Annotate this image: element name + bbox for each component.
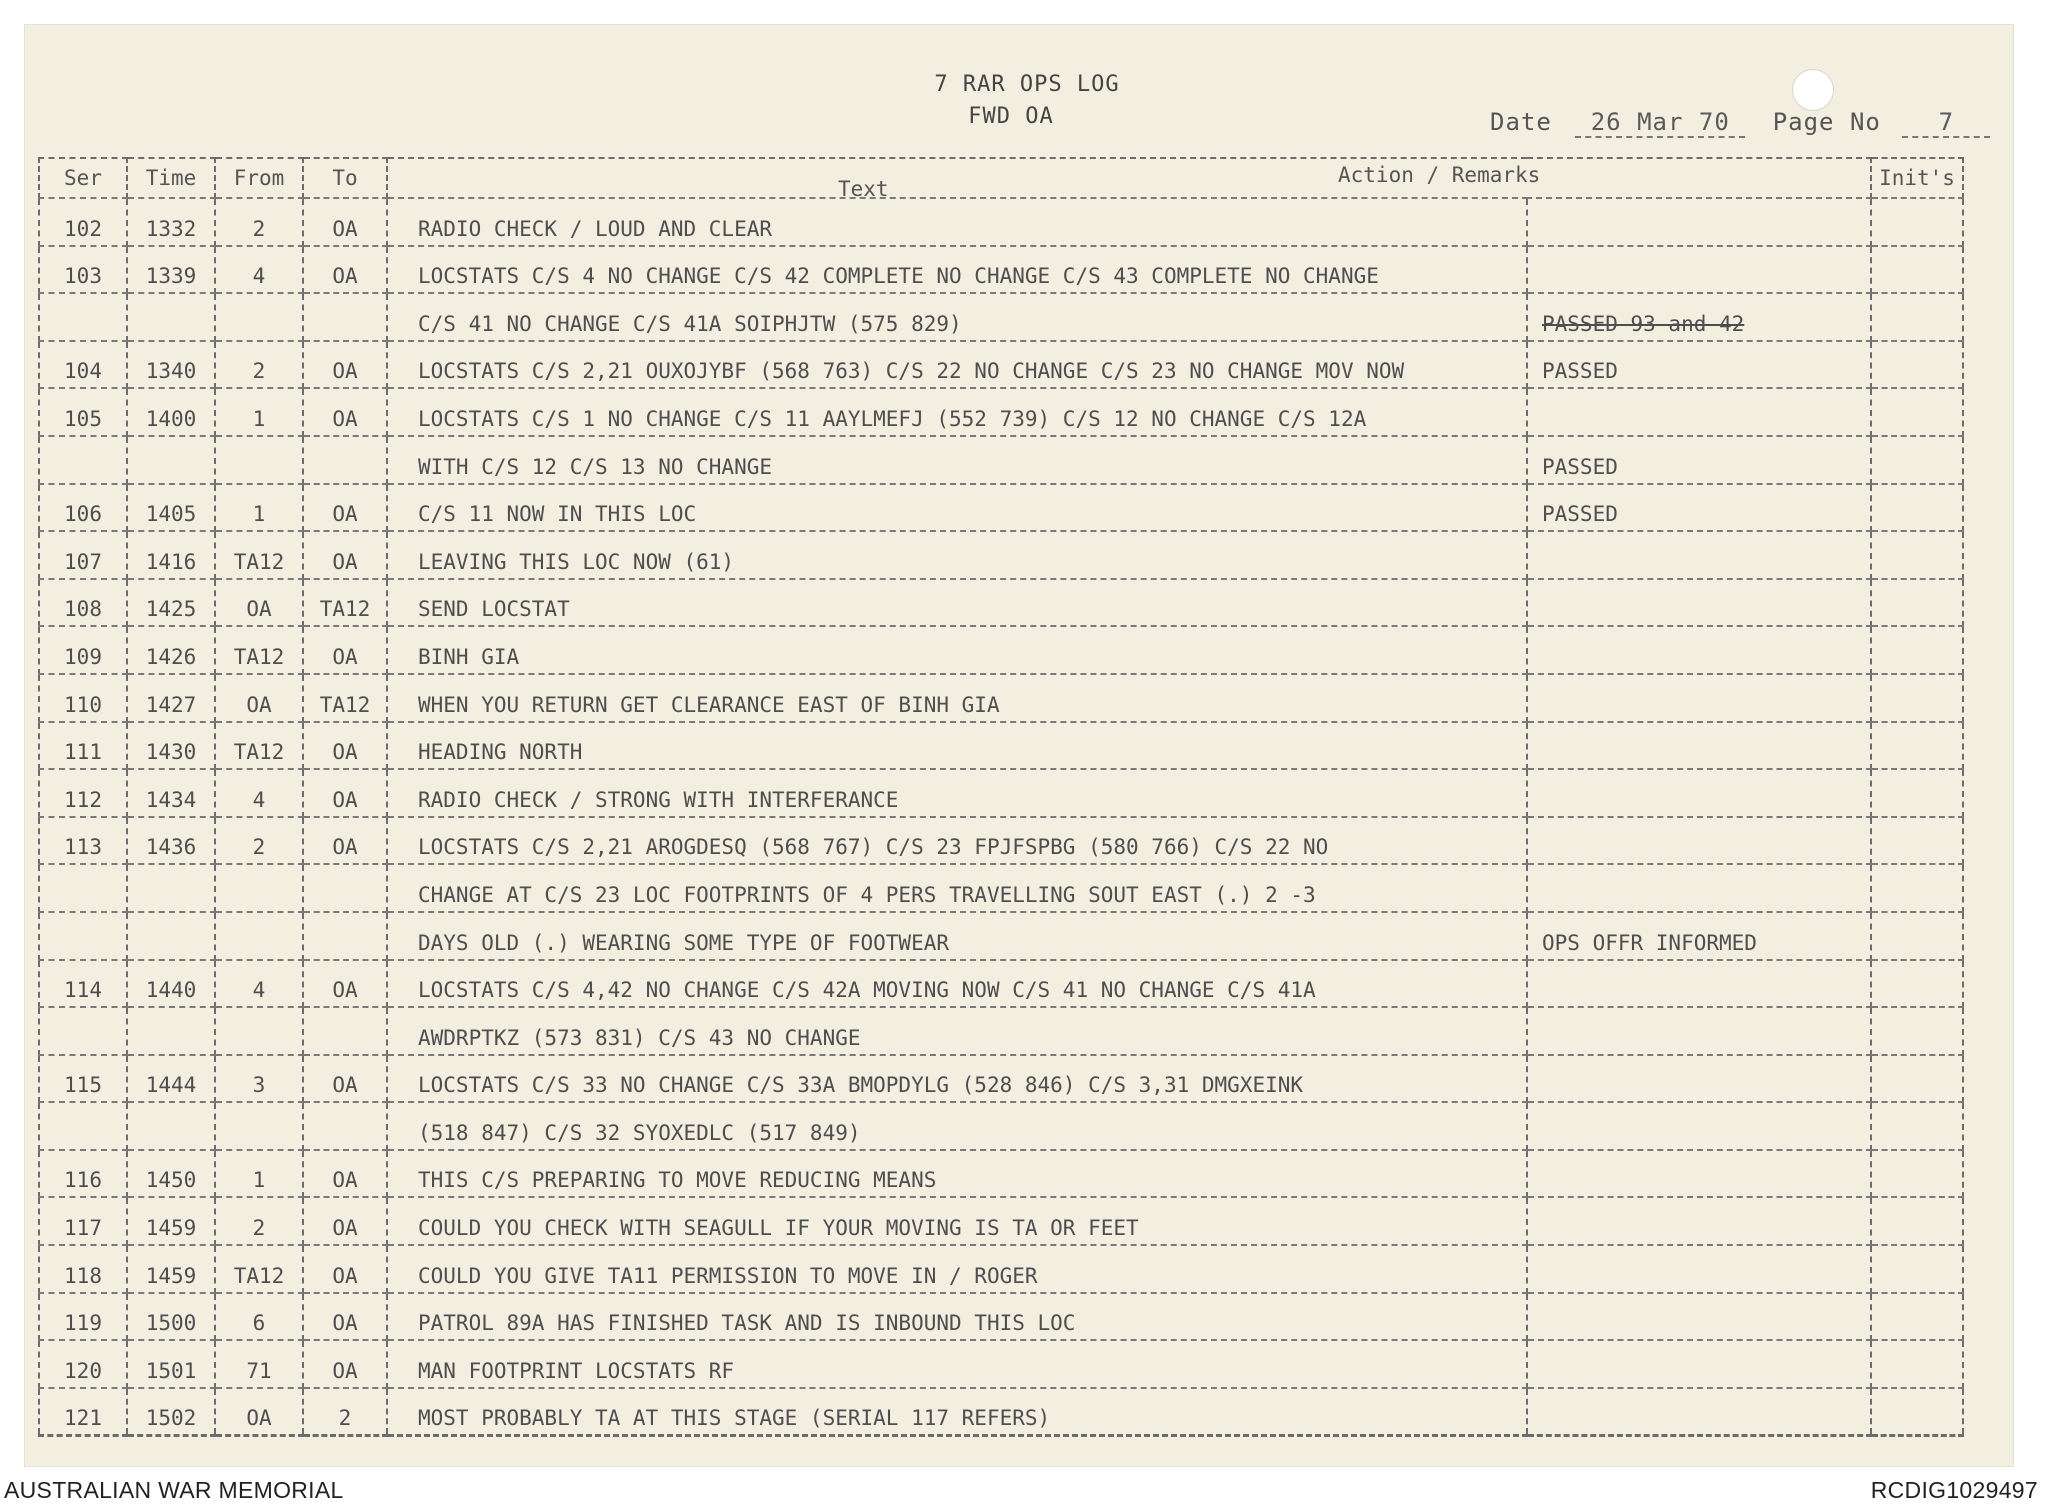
cell-text: C/S 41 NO CHANGE C/S 41A SOIPHJTW (575 829): [387, 293, 1527, 341]
cell-inits: [1871, 769, 1963, 817]
table-row: [39, 960, 1963, 1008]
document-subtitle: FWD OA: [968, 104, 1054, 129]
cell-time: 1416: [127, 531, 215, 579]
cell-remarks: [1527, 722, 1871, 770]
cell-inits: [1871, 579, 1963, 627]
cell-inits: [1871, 722, 1963, 770]
table-row: [39, 769, 1963, 817]
cell-time: [127, 293, 215, 341]
table-row: [39, 1197, 1963, 1245]
cell-to: OA: [303, 246, 387, 294]
cell-ser: 118: [39, 1245, 127, 1293]
cell-to: OA: [303, 531, 387, 579]
cell-inits: [1871, 484, 1963, 532]
cell-ser: 117: [39, 1197, 127, 1245]
cell-inits: [1871, 817, 1963, 865]
cell-time: 1440: [127, 960, 215, 1008]
cell-to: OA: [303, 1150, 387, 1198]
cell-text: SEND LOCSTAT: [387, 579, 1527, 627]
page-label: Page No: [1772, 108, 1881, 136]
cell-text: AWDRPTKZ (573 831) C/S 43 NO CHANGE: [387, 1007, 1527, 1055]
cell-to: TA12: [303, 674, 387, 722]
cell-text: PATROL 89A HAS FINISHED TASK AND IS INBOUND THIS LOC: [387, 1293, 1527, 1341]
cell-time: 1459: [127, 1197, 215, 1245]
cell-time: 1340: [127, 341, 215, 389]
cell-time: 1339: [127, 246, 215, 294]
cell-to: OA: [303, 1055, 387, 1103]
cell-remarks: [1527, 769, 1871, 817]
cell-remarks: [1527, 246, 1871, 294]
cell-time: 1425: [127, 579, 215, 627]
table-row: [39, 293, 1963, 341]
cell-ser: 107: [39, 531, 127, 579]
cell-from: 4: [215, 246, 303, 294]
cell-from: 2: [215, 198, 303, 246]
cell-text: LOCSTATS C/S 4 NO CHANGE C/S 42 COMPLETE NO CHANGE C/S 43 COMPLETE NO CHANGE: [387, 246, 1527, 294]
cell-from: TA12: [215, 626, 303, 674]
cell-remarks: [1527, 1197, 1871, 1245]
cell-ser: 111: [39, 722, 127, 770]
cell-inits: [1871, 1245, 1963, 1293]
cell-time: 1450: [127, 1150, 215, 1198]
cell-time: 1434: [127, 769, 215, 817]
table-row: [39, 1102, 1963, 1150]
cell-time: 1500: [127, 1293, 215, 1341]
cell-from: [215, 293, 303, 341]
cell-ser: [39, 1102, 127, 1150]
cell-remarks: OPS OFFR INFORMED: [1527, 912, 1871, 960]
header-ser: Ser: [39, 158, 127, 198]
cell-time: 1332: [127, 198, 215, 246]
cell-inits: [1871, 1340, 1963, 1388]
cell-ser: 108: [39, 579, 127, 627]
cell-inits: [1871, 674, 1963, 722]
cell-ser: [39, 436, 127, 484]
cell-time: 1400: [127, 388, 215, 436]
cell-inits: [1871, 1055, 1963, 1103]
cell-to: OA: [303, 626, 387, 674]
cell-from: [215, 1102, 303, 1150]
footer-reference: RCDIG1029497: [1870, 1477, 2038, 1503]
cell-ser: [39, 912, 127, 960]
cell-from: OA: [215, 579, 303, 627]
table-row: [39, 722, 1963, 770]
cell-ser: 114: [39, 960, 127, 1008]
cell-text: COULD YOU CHECK WITH SEAGULL IF YOUR MOVING IS TA OR FEET: [387, 1197, 1527, 1245]
cell-to: OA: [303, 1245, 387, 1293]
cell-inits: [1871, 1388, 1963, 1436]
cell-remarks: [1527, 864, 1871, 912]
cell-remarks: [1527, 960, 1871, 1008]
cell-remarks: [1527, 388, 1871, 436]
cell-inits: [1871, 341, 1963, 389]
cell-text: DAYS OLD (.) WEARING SOME TYPE OF FOOTWEAR: [387, 912, 1527, 960]
cell-to: [303, 912, 387, 960]
cell-ser: 105: [39, 388, 127, 436]
table-row: [39, 1340, 1963, 1388]
cell-from: 1: [215, 1150, 303, 1198]
cell-to: OA: [303, 388, 387, 436]
cell-remarks: [1527, 1007, 1871, 1055]
cell-inits: [1871, 864, 1963, 912]
date-value: 26 Mar 70: [1575, 108, 1745, 138]
cell-time: 1430: [127, 722, 215, 770]
cell-remarks: [1527, 531, 1871, 579]
cell-time: 1459: [127, 1245, 215, 1293]
cell-to: [303, 864, 387, 912]
cell-to: [303, 293, 387, 341]
cell-ser: 121: [39, 1388, 127, 1436]
cell-text: MAN FOOTPRINT LOCSTATS RF: [387, 1340, 1527, 1388]
table-body: [39, 198, 1963, 1436]
cell-text: LOCSTATS C/S 2,21 OUXOJYBF (568 763) C/S 22 NO CHANGE C/S 23 NO CHANGE MOV NOW: [387, 341, 1527, 389]
cell-ser: 116: [39, 1150, 127, 1198]
cell-text: LOCSTATS C/S 4,42 NO CHANGE C/S 42A MOVING NOW C/S 41 NO CHANGE C/S 41A: [387, 960, 1527, 1008]
cell-time: [127, 1102, 215, 1150]
cell-text: MOST PROBABLY TA AT THIS STAGE (SERIAL 117 REFERS): [387, 1388, 1527, 1436]
cell-remarks: [1527, 1150, 1871, 1198]
cell-text: LEAVING THIS LOC NOW (61): [387, 531, 1527, 579]
cell-inits: [1871, 1150, 1963, 1198]
cell-text: THIS C/S PREPARING TO MOVE REDUCING MEANS: [387, 1150, 1527, 1198]
cell-from: 1: [215, 388, 303, 436]
table-row: [39, 579, 1963, 627]
cell-inits: [1871, 626, 1963, 674]
header-inits: Init's: [1871, 158, 1963, 198]
header-to: To: [303, 158, 387, 198]
cell-from: [215, 864, 303, 912]
cell-from: 4: [215, 960, 303, 1008]
cell-remarks: PASSED: [1527, 484, 1871, 532]
cell-inits: [1871, 1197, 1963, 1245]
table-row: [39, 912, 1963, 960]
header-time: Time: [127, 158, 215, 198]
cell-from: TA12: [215, 722, 303, 770]
cell-remarks: [1527, 1293, 1871, 1341]
table-row: [39, 198, 1963, 246]
cell-time: 1427: [127, 674, 215, 722]
cell-to: OA: [303, 484, 387, 532]
date-label: Date: [1490, 108, 1552, 136]
cell-text: LOCSTATS C/S 1 NO CHANGE C/S 11 AAYLMEFJ (552 739) C/S 12 NO CHANGE C/S 12A: [387, 388, 1527, 436]
header-from: From: [215, 158, 303, 198]
cell-remarks: [1527, 817, 1871, 865]
cell-ser: [39, 293, 127, 341]
cell-remarks: [1527, 1340, 1871, 1388]
cell-ser: 109: [39, 626, 127, 674]
cell-inits: [1871, 246, 1963, 294]
table-row: [39, 531, 1963, 579]
cell-to: OA: [303, 960, 387, 1008]
cell-inits: [1871, 293, 1963, 341]
cell-to: [303, 1007, 387, 1055]
cell-inits: [1871, 198, 1963, 246]
cell-ser: 119: [39, 1293, 127, 1341]
table-header-row: [39, 158, 1963, 198]
cell-inits: [1871, 388, 1963, 436]
cell-inits: [1871, 436, 1963, 484]
table-row: [39, 1007, 1963, 1055]
cell-time: [127, 864, 215, 912]
cell-from: 3: [215, 1055, 303, 1103]
cell-from: [215, 1007, 303, 1055]
cell-remarks: [1527, 198, 1871, 246]
table-row: [39, 1388, 1963, 1436]
cell-text: RADIO CHECK / STRONG WITH INTERFERANCE: [387, 769, 1527, 817]
cell-text: HEADING NORTH: [387, 722, 1527, 770]
cell-to: OA: [303, 817, 387, 865]
cell-remarks: [1527, 674, 1871, 722]
cell-ser: [39, 1007, 127, 1055]
cell-ser: 106: [39, 484, 127, 532]
cell-text: WHEN YOU RETURN GET CLEARANCE EAST OF BINH GIA: [387, 674, 1527, 722]
cell-text: LOCSTATS C/S 2,21 AROGDESQ (568 767) C/S 23 FPJFSPBG (580 766) C/S 22 NO: [387, 817, 1527, 865]
cell-from: 2: [215, 817, 303, 865]
cell-from: 2: [215, 1197, 303, 1245]
cell-time: 1405: [127, 484, 215, 532]
cell-time: 1444: [127, 1055, 215, 1103]
table-row: [39, 1150, 1963, 1198]
cell-inits: [1871, 531, 1963, 579]
cell-time: [127, 436, 215, 484]
cell-remarks: PASSED: [1527, 436, 1871, 484]
cell-inits: [1871, 912, 1963, 960]
cell-ser: 120: [39, 1340, 127, 1388]
cell-text: LOCSTATS C/S 33 NO CHANGE C/S 33A BMOPDYLG (528 846) C/S 3,31 DMGXEINK: [387, 1055, 1527, 1103]
cell-text: RADIO CHECK / LOUD AND CLEAR: [387, 198, 1527, 246]
table-row: [39, 864, 1963, 912]
cell-to: OA: [303, 198, 387, 246]
cell-to: OA: [303, 769, 387, 817]
table-row: [39, 388, 1963, 436]
cell-ser: 104: [39, 341, 127, 389]
cell-remarks: [1527, 626, 1871, 674]
cell-from: 2: [215, 341, 303, 389]
cell-from: [215, 436, 303, 484]
cell-text: BINH GIA: [387, 626, 1527, 674]
cell-inits: [1871, 1102, 1963, 1150]
header-action-remarks: Action / Remarks: [1338, 163, 1541, 187]
cell-time: [127, 1007, 215, 1055]
cell-remarks: [1527, 1245, 1871, 1293]
cell-from: OA: [215, 674, 303, 722]
header-text: Text: [838, 177, 889, 198]
cell-time: 1426: [127, 626, 215, 674]
cell-text: WITH C/S 12 C/S 13 NO CHANGE: [387, 436, 1527, 484]
cell-inits: [1871, 1293, 1963, 1341]
cell-remarks: [1527, 1055, 1871, 1103]
cell-remarks: PASSED: [1527, 341, 1871, 389]
cell-time: 1502: [127, 1388, 215, 1436]
cell-to: TA12: [303, 579, 387, 627]
cell-inits: [1871, 960, 1963, 1008]
cell-time: 1501: [127, 1340, 215, 1388]
cell-to: [303, 1102, 387, 1150]
cell-remarks: [1527, 1388, 1871, 1436]
cell-ser: 115: [39, 1055, 127, 1103]
table-row: [39, 436, 1963, 484]
table-row: [39, 484, 1963, 532]
cell-from: 4: [215, 769, 303, 817]
cell-ser: [39, 864, 127, 912]
header-text-action: [387, 158, 1871, 198]
cell-remarks: [1527, 1102, 1871, 1150]
cell-text: COULD YOU GIVE TA11 PERMISSION TO MOVE IN / ROGER: [387, 1245, 1527, 1293]
date-page-row: [1490, 108, 1990, 138]
cell-from: OA: [215, 1388, 303, 1436]
cell-text: C/S 11 NOW IN THIS LOC: [387, 484, 1527, 532]
table-row: [39, 1293, 1963, 1341]
cell-from: [215, 912, 303, 960]
table-row: [39, 626, 1963, 674]
table-row: [39, 674, 1963, 722]
cell-to: OA: [303, 1293, 387, 1341]
ops-log-table: [38, 157, 1964, 1437]
cell-ser: 103: [39, 246, 127, 294]
cell-remarks: [1527, 579, 1871, 627]
cell-from: TA12: [215, 531, 303, 579]
cell-time: [127, 912, 215, 960]
cell-text: CHANGE AT C/S 23 LOC FOOTPRINTS OF 4 PERS TRAVELLING SOUT EAST (.) 2 -3: [387, 864, 1527, 912]
cell-to: OA: [303, 1340, 387, 1388]
footer-source: AUSTRALIAN WAR MEMORIAL: [4, 1477, 344, 1503]
cell-to: OA: [303, 1197, 387, 1245]
cell-from: TA12: [215, 1245, 303, 1293]
cell-to: OA: [303, 341, 387, 389]
table-row: [39, 246, 1963, 294]
cell-to: 2: [303, 1388, 387, 1436]
cell-inits: [1871, 1007, 1963, 1055]
cell-ser: 112: [39, 769, 127, 817]
document-title: 7 RAR OPS LOG: [934, 72, 1120, 97]
cell-from: 6: [215, 1293, 303, 1341]
cell-ser: 113: [39, 817, 127, 865]
cell-from: 71: [215, 1340, 303, 1388]
page-value: 7: [1902, 108, 1990, 138]
cell-remarks: PASSED 93 and 42: [1527, 293, 1871, 341]
cell-to: [303, 436, 387, 484]
cell-ser: 102: [39, 198, 127, 246]
cell-ser: 110: [39, 674, 127, 722]
table-row: [39, 1055, 1963, 1103]
table-row: [39, 817, 1963, 865]
table-row: [39, 1245, 1963, 1293]
cell-to: OA: [303, 722, 387, 770]
cell-time: 1436: [127, 817, 215, 865]
table-row: [39, 341, 1963, 389]
cell-from: 1: [215, 484, 303, 532]
cell-text: (518 847) C/S 32 SYOXEDLC (517 849): [387, 1102, 1527, 1150]
